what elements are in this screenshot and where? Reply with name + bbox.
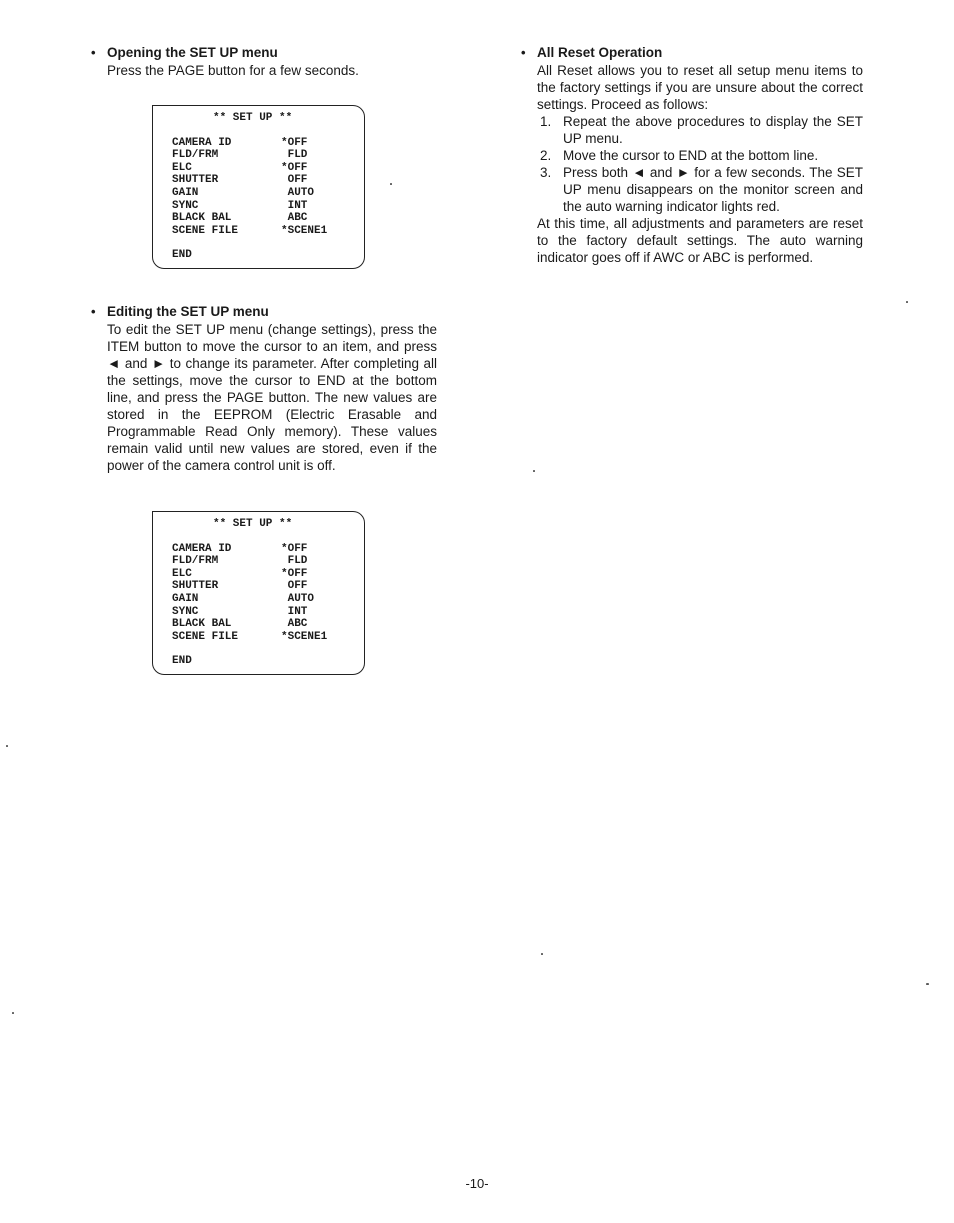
step-text: Repeat the above procedures to display the SET UP menu.	[563, 114, 863, 146]
menu-item: SCENE FILE	[172, 630, 239, 643]
menu-value: FLD	[281, 555, 308, 568]
menu-row	[172, 225, 364, 238]
menu-end: END	[172, 655, 192, 668]
menu-row	[172, 162, 364, 175]
list-item	[521, 164, 863, 215]
menu-item: SHUTTER	[172, 174, 219, 187]
scan-speck	[926, 983, 929, 985]
setup-menu-screen-2	[152, 511, 365, 675]
menu-value: OFF	[281, 580, 308, 593]
right-column	[521, 44, 863, 266]
scan-speck	[533, 470, 535, 472]
menu-row	[172, 174, 364, 187]
menu-row	[172, 580, 364, 593]
bullet-icon: •	[91, 303, 96, 319]
menu-item: CAMERA ID	[172, 136, 232, 149]
scan-speck	[541, 953, 543, 955]
menu-item: FLD/FRM	[172, 555, 219, 568]
menu-item: GAIN	[172, 186, 199, 199]
menu-item: BLACK BAL	[172, 212, 232, 225]
menu-value: *OFF	[281, 161, 308, 174]
setup-menu-screen-1	[152, 105, 365, 269]
page-number: -10-	[465, 1176, 489, 1191]
menu-row	[172, 568, 364, 581]
step-text: Press both ◄ and ► for a few seconds. The SET UP menu disappears on the monitor screen and the auto warning indicator lights red.	[563, 165, 863, 214]
menu-row	[172, 606, 364, 619]
opening-setup-heading	[91, 44, 437, 62]
menu-value: *OFF	[281, 136, 308, 149]
scan-speck	[906, 301, 908, 303]
menu-row	[172, 555, 364, 568]
menu-row	[172, 187, 364, 200]
menu-row	[172, 593, 364, 606]
scan-speck	[6, 745, 8, 747]
heading-text: All Reset Operation	[537, 45, 663, 60]
menu-item: SHUTTER	[172, 580, 219, 593]
step-number: 3.	[540, 165, 552, 180]
menu-item: GAIN	[172, 592, 199, 605]
editing-setup-body: To edit the SET UP menu (change settings), press the ITEM button to move the cursor to an item, and press ◄ and ► to change its parameter. After completing all the settings, move the cursor to END at the bottom line, and press the PAGE button. The new values are stored in the EEPROM (Electric Erasable and Programmable Read Only memory). These values remain valid until new values are stored, even if the power of the camera control unit is off.	[107, 321, 437, 473]
menu-value: *SCENE1	[281, 224, 328, 237]
menu-value: AUTO	[281, 186, 315, 199]
scan-speck	[390, 183, 392, 185]
menu-value: *OFF	[281, 542, 308, 555]
bullet-icon: •	[521, 45, 526, 60]
menu-item: SYNC	[172, 199, 199, 212]
opening-setup-body: Press the PAGE button for a few seconds.	[107, 63, 359, 78]
list-item	[521, 147, 863, 164]
menu-value: *SCENE1	[281, 630, 328, 643]
menu-row	[172, 631, 364, 644]
list-item	[521, 113, 863, 147]
heading-text: Opening the SET UP menu	[107, 45, 278, 60]
menu-row	[172, 200, 364, 213]
bullet-icon: •	[91, 45, 96, 60]
menu-item: SYNC	[172, 605, 199, 618]
menu-item: BLACK BAL	[172, 618, 232, 631]
menu-row	[172, 618, 364, 631]
menu-value: ABC	[281, 618, 308, 631]
all-reset-steps	[521, 113, 863, 215]
menu-title: ** SET UP **	[213, 517, 293, 530]
menu-row	[172, 212, 364, 225]
menu-item: ELC	[172, 567, 192, 580]
menu-item: FLD/FRM	[172, 149, 219, 162]
menu-value: ABC	[281, 212, 308, 225]
menu-row	[172, 149, 364, 162]
step-text: Move the cursor to END at the bottom line.	[563, 148, 819, 163]
menu-item: SCENE FILE	[172, 224, 239, 237]
menu-item: CAMERA ID	[172, 542, 232, 555]
menu-title: ** SET UP **	[213, 112, 293, 124]
all-reset-intro: All Reset allows you to reset all setup menu items to the factory settings if you are unsure about the correct settings. Proceed as follows:	[537, 63, 863, 112]
step-number: 1.	[540, 114, 552, 129]
menu-value: INT	[281, 199, 308, 212]
heading-text: Editing the SET UP menu	[107, 303, 269, 319]
menu-value: OFF	[281, 174, 308, 187]
menu-value: *OFF	[281, 567, 308, 580]
menu-value: FLD	[281, 149, 308, 162]
menu-row	[172, 137, 364, 150]
menu-value: INT	[281, 605, 308, 618]
left-column	[91, 44, 437, 675]
menu-end: END	[172, 249, 192, 262]
menu-row	[172, 543, 364, 556]
menu-value: AUTO	[281, 592, 315, 605]
editing-setup-heading	[91, 303, 437, 321]
step-number: 2.	[540, 148, 552, 163]
all-reset-heading	[521, 44, 863, 62]
menu-item: ELC	[172, 161, 192, 174]
scan-speck	[12, 1012, 14, 1014]
all-reset-outro: At this time, all adjustments and parameters are reset to the factory default settings. The auto warning indicator goes off if AWC or ABC is performed.	[537, 216, 863, 265]
